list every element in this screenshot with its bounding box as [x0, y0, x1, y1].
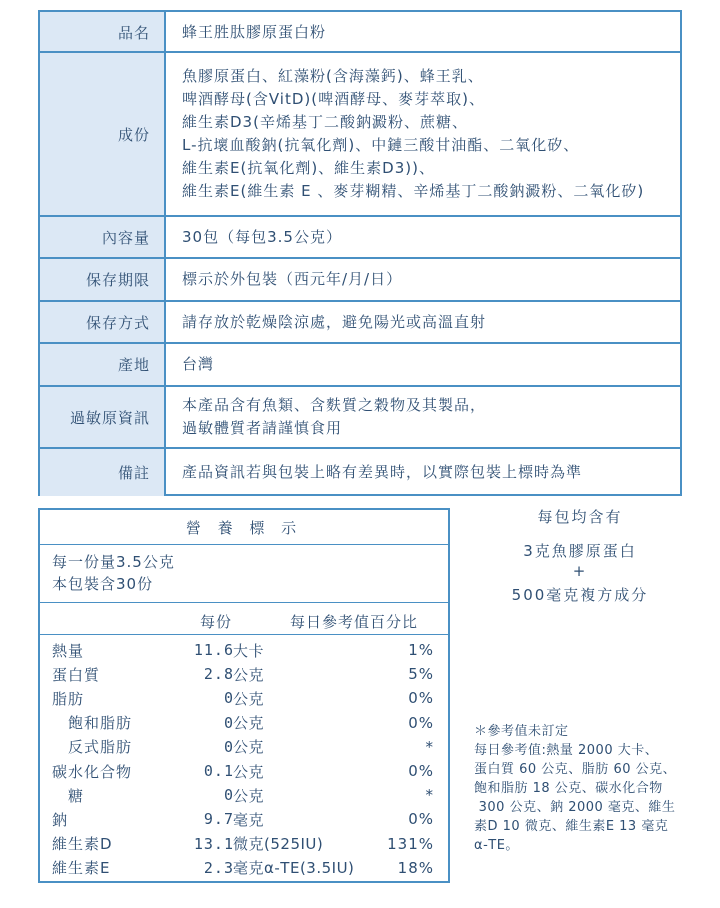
- info-row-storage: [40, 301, 680, 343]
- info-value-line: 產品資訊若與包裝上略有差異時，以實際包裝上標時為準: [182, 462, 583, 481]
- info-row-product-name: [40, 12, 680, 52]
- footnote-line: ＊參考值未訂定: [474, 724, 569, 739]
- nutrient-name: 脂肪: [52, 689, 85, 708]
- info-value-line: 啤酒酵母(含VitD)(啤酒酵母、麥芽萃取)、: [182, 90, 485, 108]
- nutrition-row: [40, 807, 448, 831]
- info-value-line: 蜂王胜肽膠原蛋白粉: [182, 22, 327, 41]
- info-value-line: 維生素E(維生素 E 、麥芽糊精、辛烯基丁二酸鈉澱粉、二氧化矽): [182, 182, 645, 200]
- info-label-remarks: 備註: [40, 448, 166, 496]
- nutrient-daily-pct: 131%: [387, 834, 434, 853]
- nutrient-name: 熱量: [52, 641, 85, 660]
- nutrition-row: [40, 662, 448, 686]
- nutrient-daily-pct: 0%: [408, 713, 434, 732]
- info-label-storage: 保存方式: [40, 301, 166, 343]
- serving-info: [52, 551, 175, 595]
- info-value-remarks: [166, 448, 680, 496]
- info-value-net-content: [166, 216, 680, 258]
- nutrient-unit: 微克(525IU): [233, 835, 324, 854]
- nutrient-name: 糖: [68, 786, 85, 805]
- nutrition-row: [40, 783, 448, 807]
- info-row-origin: [40, 343, 680, 386]
- info-value-line: 台灣: [182, 355, 215, 373]
- nutrient-unit: 公克: [233, 738, 265, 757]
- nutrition-facts-panel: [38, 508, 450, 883]
- info-value-line: 30包（每包3.5公克）: [182, 227, 342, 246]
- nutrition-row: [40, 711, 448, 735]
- side-line-collagen: 3克魚膠原蛋白: [523, 542, 637, 560]
- nutrient-name: 維生素E: [52, 859, 111, 878]
- nutrient-unit: 大卡: [233, 641, 265, 660]
- nutrient-name: 鈉: [52, 810, 69, 829]
- info-label-ingredients: 成份: [40, 52, 166, 216]
- info-label-allergen: 過敏原資訊: [40, 386, 166, 448]
- nutrition-row: [40, 856, 448, 880]
- info-value-line: 請存放於乾燥陰涼處，避免陽光或高溫直射: [182, 312, 487, 331]
- nutrient-unit: 毫克α-TE(3.5IU): [233, 859, 355, 878]
- info-label-shelf-life: 保存期限: [40, 258, 166, 301]
- info-value-allergen: [166, 386, 680, 448]
- nutrition-row: [40, 832, 448, 856]
- info-value-line: 維生素D3(辛烯基丁二酸鈉澱粉、蔗糖、: [182, 113, 468, 131]
- nutrient-unit: 公克: [233, 786, 265, 805]
- nutrient-daily-pct: 18%: [397, 858, 434, 877]
- col-daily-value: 每日參考值百分比: [290, 612, 419, 631]
- nutrient-daily-pct: *: [425, 786, 434, 805]
- info-row-net-content: [40, 216, 680, 258]
- nutrient-daily-pct: *: [425, 737, 434, 756]
- nutrient-amount: 11.6: [193, 641, 234, 659]
- info-label-product-name: 品名: [40, 12, 166, 52]
- info-row-allergen: [40, 386, 680, 448]
- nutrient-name: 飽和脂肪: [68, 714, 133, 733]
- nutrient-daily-pct: 5%: [408, 665, 434, 684]
- nutrient-amount: 2.8: [203, 665, 234, 684]
- info-value-line: 維生素E(抗氧化劑)、維生素D3))、: [182, 159, 435, 177]
- side-heading: 每包均含有: [537, 508, 623, 526]
- nutrient-name: 蛋白質: [52, 665, 101, 684]
- info-value-product-name: [166, 12, 680, 52]
- info-value-line: 本產品含有魚類、含麩質之穀物及其製品，: [182, 396, 487, 414]
- footnote-line: 素D 10 微克、維生素E 13 毫克: [474, 819, 669, 834]
- nutrient-amount: 9.7: [203, 810, 234, 829]
- info-value-ingredients: [166, 52, 680, 216]
- info-value-line: 過敏體質者請謹慎食用: [182, 419, 343, 437]
- info-value-origin: [166, 343, 680, 386]
- nutrient-daily-pct: 0%: [408, 762, 434, 780]
- nutrient-name: 反式脂肪: [68, 738, 133, 757]
- info-label-net-content: 內容量: [40, 216, 166, 258]
- nutrient-unit: 公克: [233, 714, 265, 733]
- nutrition-row: [40, 686, 448, 710]
- nutrition-row: [40, 735, 448, 759]
- footnote-line: α-TE。: [474, 838, 519, 853]
- footnote-line: 300 公克、鈉 2000 毫克、維生: [474, 800, 676, 815]
- nutrient-amount: 0: [223, 713, 234, 732]
- nutrient-amount: 0: [223, 689, 234, 708]
- nutrient-daily-pct: 0%: [408, 689, 434, 708]
- nutrient-unit: 公克: [233, 665, 265, 684]
- nutrient-unit: 毫克: [233, 810, 265, 829]
- nutrient-amount: 0: [223, 737, 234, 756]
- col-per-serving: 每份: [200, 612, 233, 631]
- info-label-origin: 產地: [40, 343, 166, 386]
- nutrient-amount: 0: [223, 786, 234, 805]
- nutrient-unit: 公克: [233, 762, 265, 781]
- footnote-line: 蛋白質 60 公克、脂肪 60 公克、: [474, 762, 677, 777]
- product-info-table: [38, 10, 682, 496]
- nutrient-name: 維生素D: [52, 835, 113, 854]
- info-value-shelf-life: [166, 258, 680, 301]
- info-value-line: 魚膠原蛋白、紅藻粉(含海藻鈣)、蜂王乳、: [182, 67, 484, 85]
- servings-per-package: 本包裝含30份: [52, 575, 154, 593]
- nutrient-amount: 0.1: [203, 762, 234, 780]
- side-line-compound: 500毫克複方成分: [511, 586, 649, 604]
- nutrition-row: [40, 638, 448, 662]
- nutrient-amount: 13.1: [193, 834, 234, 853]
- info-row-remarks: [40, 448, 680, 496]
- info-value-line: L-抗壞血酸鈉(抗氧化劑)、中鏈三酸甘油酯、二氧化矽、: [182, 136, 580, 154]
- nutrient-amount: 2.3: [203, 858, 234, 877]
- nutrient-unit: 公克: [233, 689, 265, 708]
- info-row-shelf-life: [40, 258, 680, 301]
- serving-size: 每一份量3.5公克: [52, 553, 175, 571]
- info-value-storage: [166, 301, 680, 343]
- side-plus: +: [572, 562, 588, 580]
- info-value-line: 標示於外包裝（西元年/月/日）: [182, 270, 403, 288]
- footnote-line: 飽和脂肪 18 公克、碳水化合物: [474, 781, 663, 796]
- info-row-ingredients: [40, 52, 680, 216]
- nutrient-name: 碳水化合物: [52, 762, 133, 781]
- daily-value-footnote: [474, 722, 704, 855]
- nutrient-daily-pct: 0%: [408, 810, 434, 829]
- footnote-line: 每日參考值:熱量 2000 大卡、: [474, 743, 659, 758]
- nutrition-row: [40, 759, 448, 783]
- nutrient-daily-pct: 1%: [408, 641, 434, 659]
- nutrition-title: 營 養 標 示: [185, 518, 303, 537]
